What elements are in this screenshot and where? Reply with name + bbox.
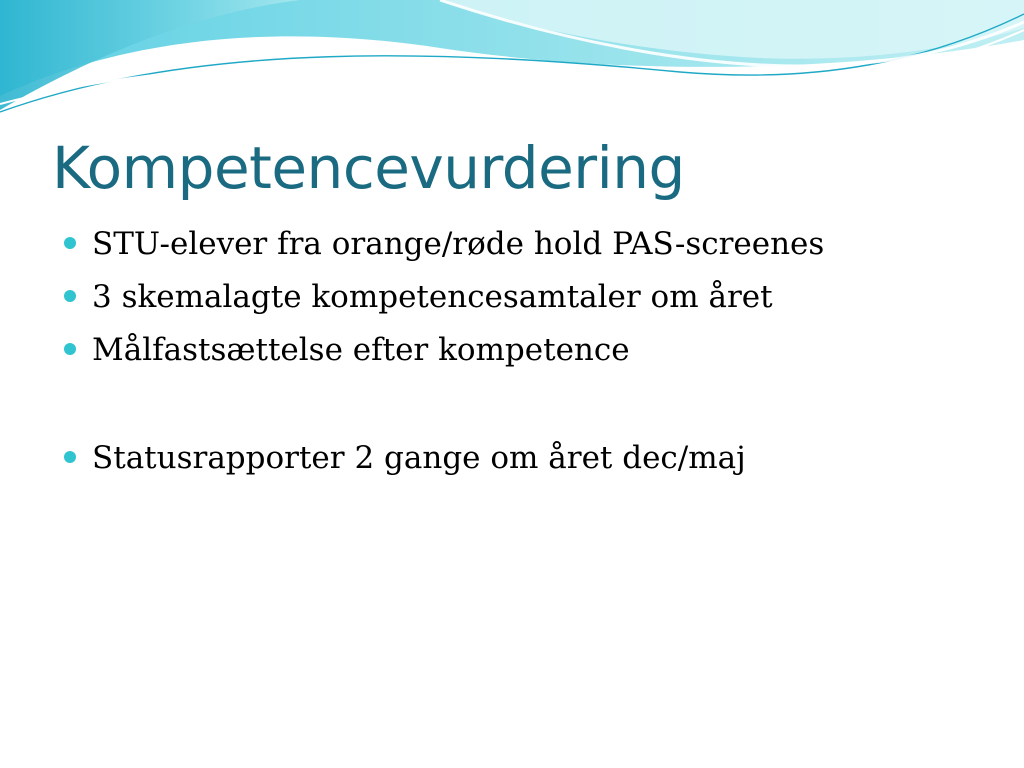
list-item xyxy=(64,436,984,489)
bullet-icon xyxy=(64,237,76,249)
bullet-text: Statusrapporter 2 gange om året dec/maj xyxy=(92,440,746,476)
wave-header-decoration xyxy=(0,0,1024,130)
list-item xyxy=(64,275,984,328)
list-item xyxy=(64,222,984,275)
bullet-text: Målfastsættelse efter kompetence xyxy=(92,332,630,368)
bullet-text: 3 skemalagte kompetencesamtaler om året xyxy=(92,279,773,315)
bullet-icon xyxy=(64,451,76,463)
bullet-list xyxy=(64,222,984,489)
bullet-icon xyxy=(64,343,76,355)
bullet-text: STU-elever fra orange/røde hold PAS-screenes xyxy=(92,226,825,262)
list-item xyxy=(64,328,984,381)
bullet-icon xyxy=(64,290,76,302)
slide-title: Kompetencevurdering xyxy=(52,134,685,202)
